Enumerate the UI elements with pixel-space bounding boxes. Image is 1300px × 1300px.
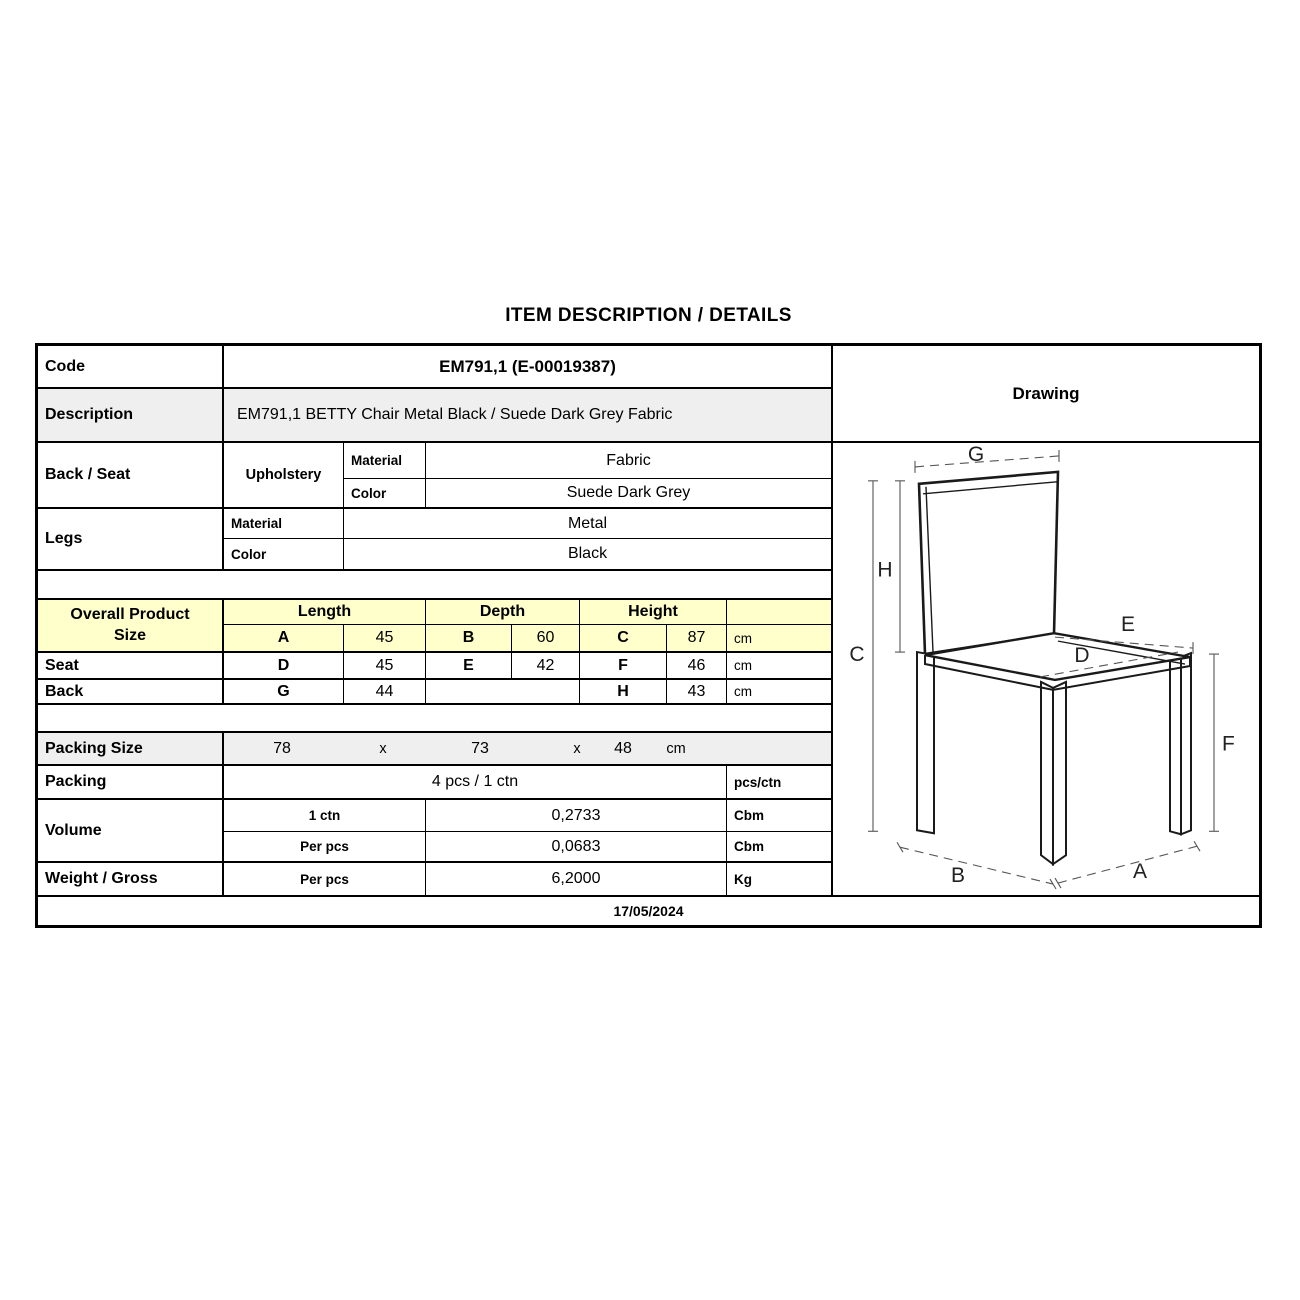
- legs-color-value: Black: [344, 539, 833, 571]
- weight-label: Weight / Gross: [38, 863, 224, 897]
- dim-c-key: C: [580, 625, 667, 653]
- dim-h-value: 43: [667, 680, 727, 705]
- dim-line-a: [1058, 846, 1197, 883]
- volume-ctn-per: 1 ctn: [224, 800, 426, 832]
- dim-line-b: [900, 847, 1053, 884]
- dim-d-value: 45: [344, 653, 426, 680]
- dim-label-e: E: [1121, 613, 1135, 637]
- volume-pcs-per: Per pcs: [224, 832, 426, 863]
- depth-column-header: Depth: [426, 600, 580, 625]
- volume-label: Volume: [38, 800, 224, 863]
- overall-product-size-label: [38, 600, 224, 653]
- chair-backrest: [919, 472, 1058, 654]
- dim-h-key: H: [580, 680, 667, 705]
- legs-label: Legs: [38, 509, 224, 571]
- code-value: EM791,1 (E-00019387): [224, 346, 833, 389]
- back-seat-material-label: Material: [344, 443, 426, 479]
- packing-size-unit: cm: [666, 740, 686, 757]
- dim-label-b: B: [951, 864, 965, 888]
- back-unit: cm: [727, 680, 833, 705]
- packing-size-value: [224, 733, 833, 766]
- dim-label-d: D: [1074, 644, 1090, 668]
- footer-date: 17/05/2024: [613, 903, 684, 919]
- chair-outline: [917, 472, 1191, 864]
- packing-size-depth: 73: [471, 739, 489, 757]
- weight-value: 6,2000: [426, 863, 727, 897]
- dim-label-a: A: [1133, 860, 1147, 884]
- packing-size-x1: x: [379, 740, 387, 757]
- back-seat-color-value: Suede Dark Grey: [426, 479, 833, 509]
- legs-material-value: Metal: [344, 509, 833, 539]
- chair-left-leg: [917, 652, 934, 833]
- packing-size-length: 78: [273, 739, 291, 757]
- volume-ctn-unit: Cbm: [727, 800, 833, 832]
- spacer-row-2: [38, 705, 833, 733]
- dim-label-c: C: [849, 643, 865, 667]
- packing-value: 4 pcs / 1 ctn: [224, 766, 727, 800]
- drawing-panel: [833, 443, 1259, 897]
- upholstery-label: Upholstery: [224, 443, 344, 509]
- item-details-table: [35, 343, 1262, 928]
- volume-ctn-value: 0,2733: [426, 800, 727, 832]
- dim-line-g: [915, 456, 1059, 467]
- dim-e-key: E: [426, 653, 512, 680]
- drawing-header: Drawing: [833, 346, 1259, 443]
- spacer-row-1: [38, 571, 833, 600]
- seat-row-label: Seat: [38, 653, 224, 680]
- dim-g-key: G: [224, 680, 344, 705]
- chair-right-leg: [1170, 654, 1181, 834]
- legs-color-label: Color: [224, 539, 344, 571]
- packing-size-label: Packing Size: [38, 733, 224, 766]
- length-column-header: Length: [224, 600, 426, 625]
- back-seat-material-value: Fabric: [426, 443, 833, 479]
- volume-pcs-unit: Cbm: [727, 832, 833, 863]
- dim-c-value: 87: [667, 625, 727, 653]
- back-row-empty: [426, 680, 580, 705]
- dim-b-key: B: [426, 625, 512, 653]
- legs-material-label: Material: [224, 509, 344, 539]
- packing-size-height: 48: [614, 739, 632, 757]
- packing-unit: pcs/ctn: [727, 766, 833, 800]
- dim-b-value: 60: [512, 625, 580, 653]
- description-label: Description: [38, 389, 224, 443]
- weight-unit: Kg: [727, 863, 833, 897]
- overall-unit: cm: [727, 625, 833, 653]
- description-value: EM791,1 BETTY Chair Metal Black / Suede Dark Grey Fabric: [224, 389, 833, 443]
- chair-technical-drawing: [833, 443, 1259, 895]
- packing-label: Packing: [38, 766, 224, 800]
- height-column-header: Height: [580, 600, 727, 625]
- packing-size-x2: x: [573, 740, 581, 757]
- weight-per: Per pcs: [224, 863, 426, 897]
- dim-label-h: H: [877, 558, 893, 582]
- dim-f-value: 46: [667, 653, 727, 680]
- volume-pcs-value: 0,0683: [426, 832, 727, 863]
- dim-f-key: F: [580, 653, 667, 680]
- back-row-label: Back: [38, 680, 224, 705]
- dim-a-key: A: [224, 625, 344, 653]
- overall-product-size-line1: Overall Product: [70, 605, 190, 623]
- dim-g-value: 44: [344, 680, 426, 705]
- page-title: ITEM DESCRIPTION / DETAILS: [505, 305, 792, 326]
- code-label: Code: [38, 346, 224, 389]
- dim-e-value: 42: [512, 653, 580, 680]
- dim-a-value: 45: [344, 625, 426, 653]
- dim-d-key: D: [224, 653, 344, 680]
- unit-header-empty: [727, 600, 833, 625]
- back-seat-label: Back / Seat: [38, 443, 224, 509]
- back-seat-color-label: Color: [344, 479, 426, 509]
- dim-label-g: G: [967, 443, 985, 466]
- dim-label-f: F: [1222, 732, 1235, 756]
- chair-front-leg: [1041, 682, 1053, 864]
- seat-unit: cm: [727, 653, 833, 680]
- overall-product-size-line2: Size: [113, 626, 146, 644]
